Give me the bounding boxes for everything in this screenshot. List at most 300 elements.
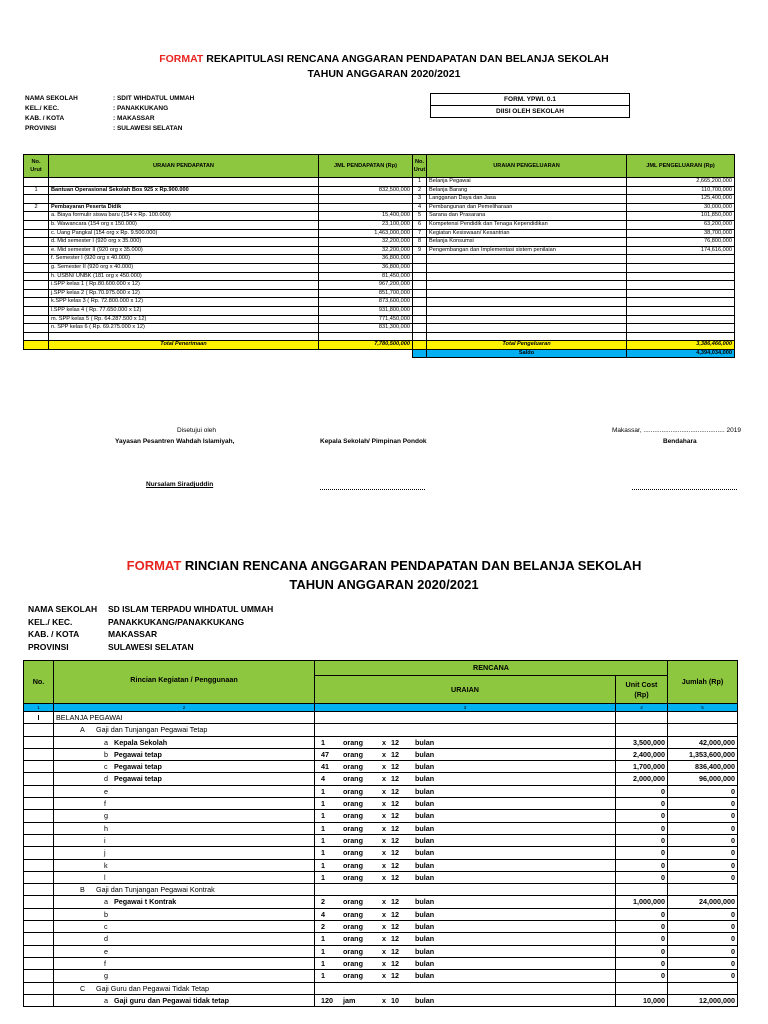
uraian-unit: orang [343,848,363,858]
uraian-period: bulan [415,848,435,858]
unit-cost: 2,000,000 [616,773,668,785]
amount: 0 [668,957,738,969]
detail-row [24,908,738,920]
expense-item: Belanja Pegawai [427,178,627,187]
recap-no-2: 7 [413,229,427,238]
uraian-period: bulan [415,971,435,981]
section-letter: b [104,749,108,759]
principal-title: Kepala Sekolah/ Pimpinan Pondok [320,438,427,445]
income-item: n. SPP kelas 6 ( Rp. 69.275.000 x 12) [49,324,319,333]
row-uraian [315,773,616,785]
row-description [54,908,315,920]
section-letter: a [104,897,108,907]
expense-item: Belanja Barang [427,186,627,195]
recap-row [24,238,735,247]
row-no [24,748,54,760]
uraian-times: x [382,786,386,796]
uraian-months: 12 [391,897,399,907]
uraian-months: 12 [391,934,399,944]
row-description [54,957,315,969]
uraian-period: bulan [415,811,435,821]
expense-amount [627,332,735,341]
expense-amount [627,298,735,307]
row-uraian [315,896,616,908]
uraian-unit: orang [343,872,363,882]
expense-item: Sarana dan Prasarana [427,212,627,221]
income-item: b. Wawancara (154 org x 150.000) [49,220,319,229]
detail-row [24,773,738,785]
row-description [54,933,315,945]
detail-header-row-1 [24,661,738,676]
uraian-unit: orang [343,811,363,821]
row-no [24,847,54,859]
uraian-times: x [382,762,386,772]
section-letter: l [104,872,106,882]
row-description [54,970,315,982]
recap-no-2: 1 [413,178,427,187]
expense-amount [627,324,735,333]
detail-row [24,810,738,822]
uraian-qty: 120 [321,995,333,1005]
income-item: Pembayaran Peserta Didik [49,203,319,212]
row-no [24,761,54,773]
recap-row [24,255,735,264]
amount: 12,000,000 [668,994,738,1006]
doc2-school-info [28,603,273,653]
uraian-unit: orang [343,835,363,845]
income-item [49,332,319,341]
doc1-title [0,52,768,82]
total-penerimaan-value: 7,780,500,000 [319,341,413,350]
row-uraian [315,859,616,871]
expense-item [427,306,627,315]
unit-cost: 0 [616,834,668,846]
income-item: j.SPP kelas 2 ( Rp.70.975.000 x 12) [49,289,319,298]
section-letter: g [104,971,108,981]
recap-row [24,195,735,204]
row-uraian [315,712,616,724]
uraian-period: bulan [415,934,435,944]
unit-cost: 0 [616,945,668,957]
uraian-months: 12 [391,848,399,858]
recap-no-2: 4 [413,203,427,212]
unit-cost: 0 [616,970,668,982]
row-uraian [315,847,616,859]
detail-row [24,896,738,908]
form-number: FORM. YPWI. 0.1 [504,96,556,103]
col-no: No. [24,661,54,704]
expense-amount: 125,400,000 [627,195,735,204]
recap-no-2: 5 [413,212,427,221]
income-item: l.SPP kelas 4 ( Rp. 77.650.000 x 12) [49,306,319,315]
index-row [24,704,738,712]
row-description [54,945,315,957]
unit-cost [616,712,668,724]
expense-item [427,332,627,341]
uraian-months: 12 [391,749,399,759]
uraian-unit: orang [343,958,363,968]
row-uraian [315,810,616,822]
uraian-qty: 1 [321,811,325,821]
row-uraian [315,871,616,883]
expense-amount [627,306,735,315]
amount: 96,000,000 [668,773,738,785]
recap-no [24,263,49,272]
uraian-months: 12 [391,958,399,968]
form-note: DIISI OLEH SEKOLAH [431,105,629,117]
amount: 0 [668,871,738,883]
unit-cost: 1,700,000 [616,761,668,773]
amount: 0 [668,859,738,871]
uraian-months: 12 [391,835,399,845]
row-no [24,773,54,785]
expense-item: Kompetensi Pendidik dan Tenaga Kependidikan [427,220,627,229]
unit-cost: 0 [616,921,668,933]
recap-no-2 [413,281,427,290]
recap-no-2: 2 [413,186,427,195]
uraian-times: x [382,909,386,919]
detail-row [24,822,738,834]
income-item: i.SPP kelas 1 ( Rp.80.600.000 x 12) [49,281,319,290]
section-letter: B [80,885,85,895]
expense-item: Pembangunan dan Pemeliharaan [427,203,627,212]
info-label: PROVINSI [25,124,57,132]
total-pengeluaran-label: Total Pengeluaran [427,341,627,350]
recap-row [24,212,735,221]
recap-header-row [24,155,735,178]
uraian-unit: orang [343,799,363,809]
uraian-months: 12 [391,762,399,772]
expense-amount [627,263,735,272]
row-description [54,822,315,834]
doc2-subtitle: TAHUN ANGGARAN 2020/2021 [289,577,479,592]
unit-cost: 1,000,000 [616,896,668,908]
expense-amount: 76,800,000 [627,238,735,247]
unit-cost: 0 [616,957,668,969]
uraian-period: bulan [415,835,435,845]
amount: 836,400,000 [668,761,738,773]
recap-no-2 [413,289,427,298]
saldo-row [24,349,735,358]
saldo-value: 4,394,034,000 [627,349,735,358]
unit-cost: 2,400,000 [616,748,668,760]
income-amount: 851,700,000 [319,289,413,298]
detail-row [24,798,738,810]
section-letter: k [104,860,108,870]
expense-amount [627,315,735,324]
detail-row [24,859,738,871]
row-uraian [315,945,616,957]
uraian-period: bulan [415,922,435,932]
recap-row [24,332,735,341]
row-description [54,847,315,859]
principal-signature-line [320,489,425,490]
col-no-2: No. Urut [413,155,427,178]
income-item: c. Uang Pangkal (154 org x Rp. 9.500.000) [49,229,319,238]
income-item: a. Biaya formulir siswa baru (154 x Rp. 100.000) [49,212,319,221]
income-amount [319,195,413,204]
unit-cost: 0 [616,859,668,871]
info-label: KEL./ KEC. [25,104,59,112]
amount: 0 [668,834,738,846]
uraian-unit: orang [343,823,363,833]
recap-row [24,246,735,255]
col-uraian-pendapatan: URAIAN PENDAPATAN [49,155,319,178]
uraian-qty: 1 [321,799,325,809]
index-cell: 5 [668,704,738,712]
recap-row [24,315,735,324]
detail-row [24,748,738,760]
income-amount [319,178,413,187]
uraian-period: bulan [415,872,435,882]
income-item: e. Mid semester II (920 org x 35.000) [49,246,319,255]
uraian-period: bulan [415,799,435,809]
approved-by: Disetujui oleh [177,427,217,434]
recap-no-2 [413,306,427,315]
uraian-qty: 1 [321,848,325,858]
row-description [54,859,315,871]
row-description [54,761,315,773]
recap-no [24,289,49,298]
index-cell: 3 [315,704,616,712]
uraian-times: x [382,848,386,858]
uraian-times: x [382,811,386,821]
uraian-qty: 4 [321,774,325,784]
unit-cost: 0 [616,798,668,810]
income-item [49,195,319,204]
amount: 0 [668,798,738,810]
uraian-unit: orang [343,786,363,796]
uraian-times: x [382,799,386,809]
description-text: Pegawai t Kontrak [114,897,177,907]
recap-no [24,212,49,221]
income-amount [319,332,413,341]
row-description [54,712,315,724]
detail-table [23,660,738,1007]
uraian-unit: orang [343,737,363,747]
unit-cost: 3,500,000 [616,736,668,748]
income-amount: 36,800,000 [319,263,413,272]
uraian-months: 12 [391,774,399,784]
unit-cost: 0 [616,871,668,883]
uraian-months: 12 [391,946,399,956]
row-uraian [315,822,616,834]
description-text: Gaji guru dan Pegawai tidak tetap [114,995,230,1005]
expense-amount: 101,850,000 [627,212,735,221]
row-no [24,933,54,945]
recap-row [24,272,735,281]
description-text: Pegawai tetap [114,774,162,784]
section-letter: e [104,786,108,796]
unit-cost: 10,000 [616,994,668,1006]
doc2-title-text: RINCIAN RENCANA ANGGARAN PENDAPATAN DAN BELANJA SEKOLAH [181,558,642,573]
row-no [24,871,54,883]
recap-row [24,178,735,187]
recap-no-2: 9 [413,246,427,255]
info-label: PROVINSI [28,641,69,652]
uraian-period: bulan [415,774,435,784]
recap-no [24,281,49,290]
row-no [24,884,54,896]
unit-cost: 0 [616,810,668,822]
uraian-period: bulan [415,860,435,870]
amount [668,724,738,736]
info-label: KEL./ KEC. [28,616,73,627]
description-text: Kepala Sekolah [114,737,168,747]
row-no [24,736,54,748]
col-rencana: RENCANA [315,661,668,676]
info-value: MAKASSAR [108,629,158,640]
expense-item: Belanja Konsumsi [427,238,627,247]
row-uraian [315,748,616,760]
income-item: k.SPP kelas 3 ( Rp. 72.800.000 x 12) [49,298,319,307]
income-amount: 967,200,000 [319,281,413,290]
section-letter: c [104,762,108,772]
recap-no-2 [413,255,427,264]
row-description [54,896,315,908]
income-amount: 23,100,000 [319,220,413,229]
row-no [24,982,54,994]
uraian-period: bulan [415,958,435,968]
uraian-times: x [382,860,386,870]
detail-row [24,933,738,945]
row-uraian [315,982,616,994]
expense-item: Pengembangan dan Implementasi sistem penilaian [427,246,627,255]
description-text: Pegawai tetap [114,762,162,772]
expense-item: Kegiatan Kesiswaan/ Kesantrian [427,229,627,238]
expense-item [427,298,627,307]
unit-cost: 0 [616,785,668,797]
section-letter: b [104,909,108,919]
detail-row [24,785,738,797]
uraian-qty: 1 [321,946,325,956]
doc1-subtitle: TAHUN ANGGARAN 2020/2021 [307,68,461,80]
uraian-qty: 1 [321,786,325,796]
expense-amount: 110,700,000 [627,186,735,195]
section-letter: f [104,958,106,968]
uraian-times: x [382,835,386,845]
unit-cost: 0 [616,933,668,945]
row-no: I [24,712,54,724]
uraian-period: bulan [415,995,435,1005]
info-value: : SULAWESI SELATAN [113,124,183,132]
row-uraian [315,908,616,920]
recap-no-2: 6 [413,220,427,229]
expense-item [427,255,627,264]
uraian-times: x [382,897,386,907]
uraian-unit: orang [343,934,363,944]
section-letter: j [104,848,106,858]
uraian-unit: orang [343,774,363,784]
col-uraian-pengeluaran: URAIAN PENGELUARAN [427,155,627,178]
detail-row [24,712,738,724]
index-cell: 4 [616,704,668,712]
doc1-title-format: FORMAT [159,53,204,65]
section-letter: d [104,774,108,784]
total-penerimaan-label: Total Penerimaan [49,341,319,350]
uraian-qty: 1 [321,872,325,882]
uraian-unit: orang [343,749,363,759]
recap-no [24,178,49,187]
unit-cost [616,724,668,736]
uraian-times: x [382,823,386,833]
expense-item [427,263,627,272]
recap-no-2: 3 [413,195,427,204]
row-description [54,773,315,785]
recap-no [24,315,49,324]
col-no: No. Urut [24,155,49,178]
uraian-months: 12 [391,872,399,882]
uraian-period: bulan [415,786,435,796]
treasurer-signature-line [632,489,737,490]
row-description [54,994,315,1006]
income-amount: 771,450,000 [319,315,413,324]
description-text: Gaji dan Tunjangan Pegawai Tetap [96,725,208,735]
amount: 0 [668,785,738,797]
recap-no [24,324,49,333]
row-description [54,871,315,883]
detail-row [24,871,738,883]
uraian-unit: orang [343,971,363,981]
recap-no [24,195,49,204]
uraian-unit: orang [343,860,363,870]
amount: 0 [668,921,738,933]
col-unit-cost: Unit Cost (Rp) [616,676,668,704]
unit-cost: 0 [616,822,668,834]
uraian-unit: orang [343,909,363,919]
row-uraian [315,970,616,982]
detail-row [24,970,738,982]
row-uraian [315,933,616,945]
row-uraian [315,957,616,969]
amount: 0 [668,822,738,834]
section-letter: h [104,823,108,833]
income-amount: 1,463,000,000 [319,229,413,238]
uraian-times: x [382,958,386,968]
expense-item [427,289,627,298]
uraian-months: 12 [391,909,399,919]
col-uraian: URAIAN [315,676,616,704]
doc2-title-format: FORMAT [126,558,182,573]
uraian-times: x [382,922,386,932]
recap-no [24,229,49,238]
uraian-period: bulan [415,737,435,747]
row-no [24,785,54,797]
row-description [54,834,315,846]
section-letter: e [104,946,108,956]
description-text: Gaji dan Tunjangan Pegawai Kontrak [96,885,215,895]
income-amount: 873,600,000 [319,298,413,307]
row-no [24,798,54,810]
total-pengeluaran-value: 3,386,466,000 [627,341,735,350]
recap-table [23,154,735,358]
amount: 0 [668,810,738,822]
index-cell: 2 [54,704,315,712]
uraian-times: x [382,934,386,944]
recap-no [24,246,49,255]
uraian-times: x [382,971,386,981]
uraian-unit: jam [343,995,356,1005]
income-item: m. SPP kelas 5 ( Rp. 64.287.500 x 12) [49,315,319,324]
income-amount: 32,200,000 [319,246,413,255]
uraian-times: x [382,946,386,956]
row-description [54,921,315,933]
unit-cost: 0 [616,847,668,859]
info-value: PANAKKUKANG/PANAKKUKANG [108,616,245,627]
row-no [24,724,54,736]
form-box [430,93,630,118]
income-amount: 931,800,000 [319,306,413,315]
